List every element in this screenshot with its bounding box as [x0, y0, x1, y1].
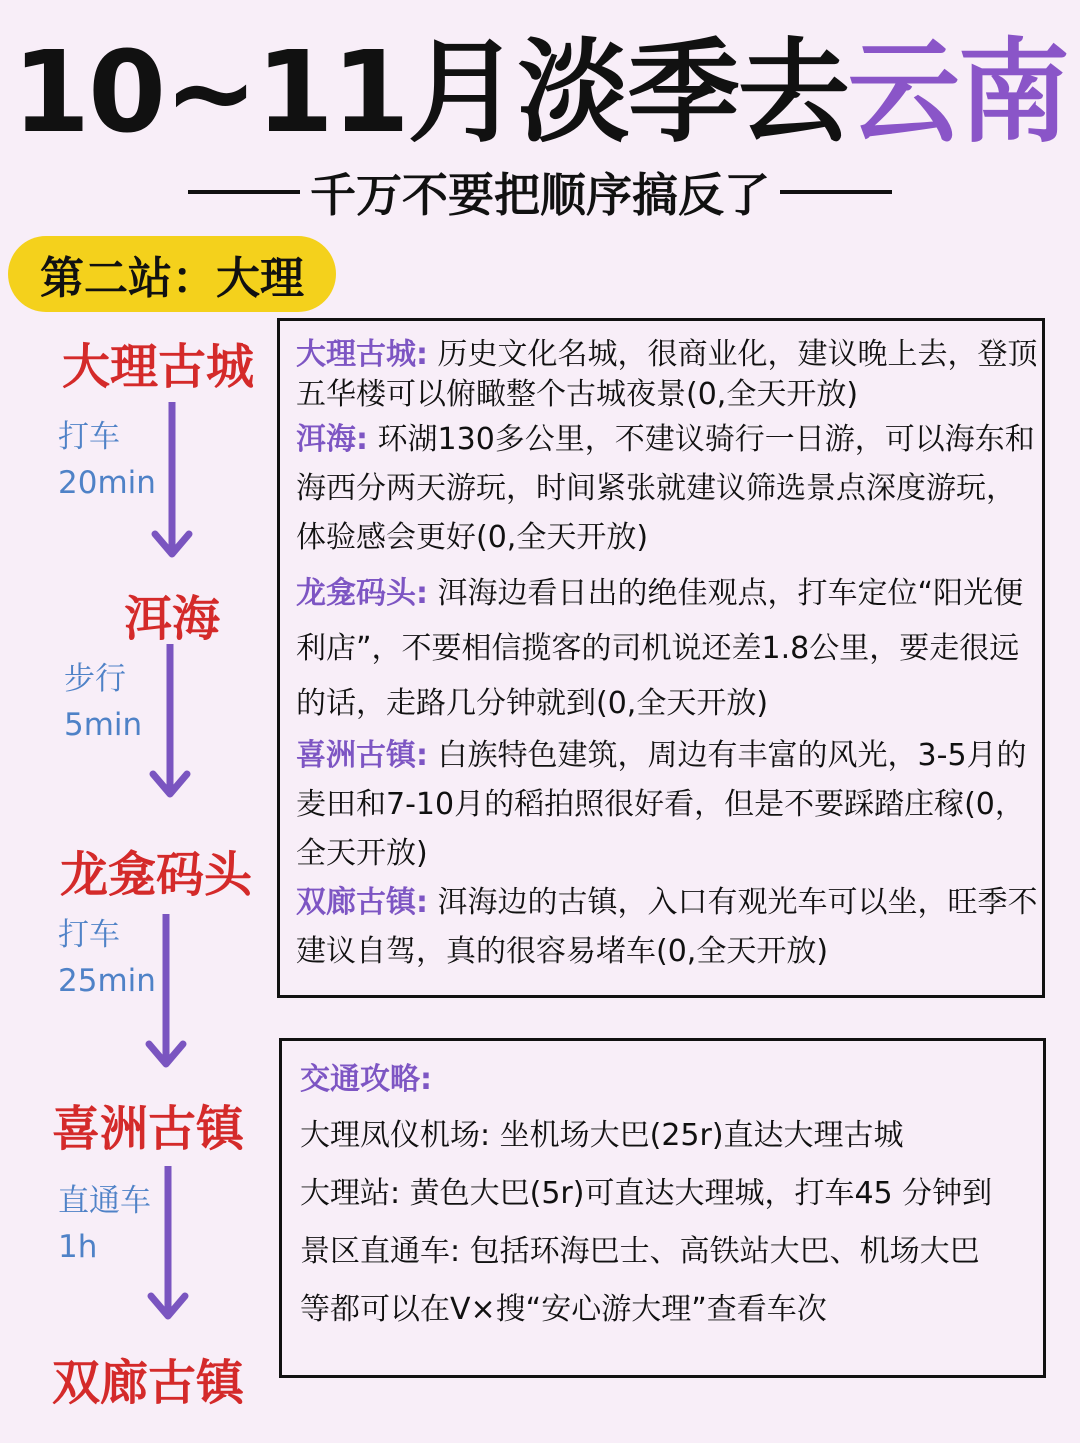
- route-leg-3-time: 25min: [58, 963, 156, 999]
- route-leg-1-time: 20min: [58, 465, 156, 501]
- route-leg-1: [58, 414, 156, 506]
- attraction-name: 龙龛码头:: [296, 576, 428, 611]
- subtitle: [0, 160, 1080, 224]
- attraction-entry: [296, 731, 1038, 878]
- route-leg-4-mode: 直通车: [58, 1183, 151, 1219]
- attraction-desc: 洱海边的古镇，入口有观光车可以坐，旺季不建议自驾，真的很容易堵车(0,全天开放): [296, 885, 1038, 969]
- route-stop-erhai: 洱海: [123, 591, 220, 647]
- title-highlight: 云南: [847, 27, 1068, 158]
- route-arrow-icon: [150, 402, 194, 564]
- attraction-name: 双廊古镇:: [296, 885, 428, 920]
- attraction-name: 喜洲古镇:: [296, 738, 428, 773]
- transport-guide-box: [279, 1038, 1046, 1378]
- route-stop-dali-old-town: 大理古城: [61, 339, 254, 395]
- transport-guide-title: 交通攻略:: [300, 1062, 432, 1097]
- subtitle-text: 千万不要把顺序搞反了: [310, 168, 770, 222]
- transport-line: 等都可以在V×搜“安心游大理”查看车次: [300, 1292, 827, 1327]
- title-main: 10~11月淡季去: [12, 27, 848, 158]
- attraction-name: 洱海:: [296, 422, 368, 457]
- route-stop-shuanglang-town: 双廊古镇: [51, 1355, 244, 1411]
- subtitle-dash-left: [188, 190, 300, 194]
- attraction-entry: [296, 878, 1038, 976]
- route-arrow-icon: [148, 644, 192, 804]
- station-badge: 第二站：大理: [8, 236, 336, 312]
- transport-line: 大理站: 黄色大巴(5r)可直达大理城，打车45 分钟到: [300, 1176, 993, 1211]
- transport-line: 大理凤仪机场: 坐机场大巴(25r)直达大理古城: [300, 1118, 904, 1153]
- attraction-desc: 白族特色建筑，周边有丰富的风光，3-5月的麦田和7-10月的稻拍照很好看，但是不要踩踏庄稼(0，全天开放): [296, 738, 1027, 871]
- attraction-name: 大理古城:: [296, 337, 428, 372]
- route-arrow-icon: [146, 1166, 190, 1326]
- page-title: [0, 18, 1080, 158]
- route-arrow-icon: [144, 914, 188, 1074]
- attraction-entry: [296, 415, 1038, 562]
- route-stop-xizhou-town: 喜洲古镇: [51, 1101, 244, 1157]
- route-leg-4-time: 1h: [58, 1229, 98, 1265]
- route-leg-3: [58, 912, 156, 1004]
- route-leg-1-mode: 打车: [58, 419, 120, 455]
- attraction-desc: 洱海边看日出的绝佳观点，打车定位“阳光便利店”，不要相信揽客的司机说还差1.8公里，要走很远的话，走路几分钟就到(0,全天开放): [296, 576, 1024, 721]
- attraction-entry: [296, 566, 1038, 731]
- route-leg-2-mode: 步行: [64, 661, 126, 697]
- subtitle-dash-right: [780, 190, 892, 194]
- attraction-entry: [296, 335, 1038, 415]
- attraction-desc: 历史文化名城，很商业化，建议晚上去，登顶五华楼可以俯瞰整个古城夜景(0,全天开放): [296, 337, 1038, 412]
- route-leg-2-time: 5min: [64, 707, 143, 743]
- attraction-desc: 环湖130多公里，不建议骑行一日游，可以海东和海西分两天游玩，时间紧张就建议筛选景点深度游玩，体验感会更好(0,全天开放): [296, 422, 1035, 555]
- attractions-box: [277, 318, 1045, 998]
- route-stop-longkan-pier: 龙龛码头: [59, 847, 252, 903]
- route-leg-2: [64, 656, 142, 748]
- route-leg-3-mode: 打车: [58, 917, 120, 953]
- route-leg-4: [58, 1178, 151, 1270]
- transport-line: 景区直通车: 包括环海巴士、高铁站大巴、机场大巴: [300, 1234, 980, 1269]
